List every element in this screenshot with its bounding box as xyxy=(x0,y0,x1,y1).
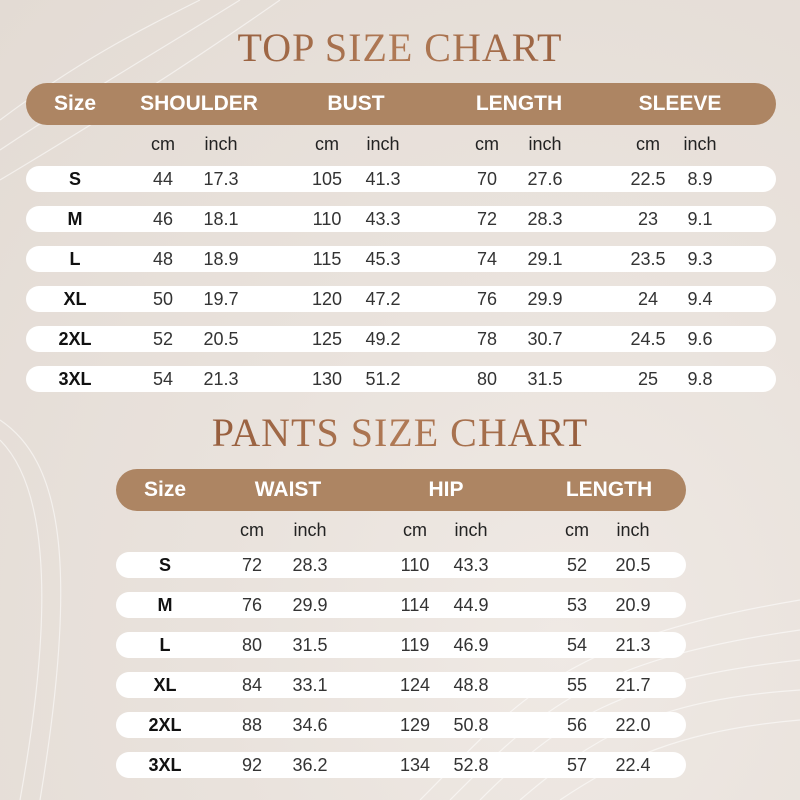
table-cell: 22.4 xyxy=(615,755,651,775)
table-cell: 51.2 xyxy=(365,369,401,389)
table-cell: 9.1 xyxy=(687,209,713,229)
header-sleeve: SLEEVE xyxy=(638,92,722,115)
table-cell: 53 xyxy=(566,595,588,615)
table-cell: 30.7 xyxy=(527,329,563,349)
table-cell: 22.0 xyxy=(615,715,651,735)
table-cell: 48.8 xyxy=(453,675,489,695)
table-cell: 55 xyxy=(566,675,588,695)
table-cell: 31.5 xyxy=(527,369,563,389)
table-cell: 9.8 xyxy=(687,369,713,389)
table-cell: 8.9 xyxy=(687,169,713,189)
table-row xyxy=(116,552,686,578)
table-cell: 114 xyxy=(400,595,430,615)
table-cell: 19.7 xyxy=(203,289,239,309)
table-cell: 43.3 xyxy=(453,555,489,575)
table-cell: 119 xyxy=(400,635,430,655)
size-label: M xyxy=(67,209,83,229)
table-cell: 47.2 xyxy=(365,289,401,309)
header-waist: WAIST xyxy=(254,478,322,501)
table-cell: 21.7 xyxy=(615,675,651,695)
table-cell: 24.5 xyxy=(630,329,666,349)
header-size: Size xyxy=(143,478,187,501)
top-size-chart-title: TOP SIZE CHART xyxy=(0,28,800,68)
table-cell: 105 xyxy=(311,169,343,189)
top-table-header xyxy=(26,83,776,125)
table-cell: 23.5 xyxy=(630,249,666,269)
table-cell: 120 xyxy=(311,289,343,309)
table-cell: 130 xyxy=(311,369,343,389)
size-label: 2XL xyxy=(148,715,182,735)
table-cell: 44 xyxy=(152,169,174,189)
table-row xyxy=(26,246,776,272)
table-row xyxy=(26,166,776,192)
table-cell: 18.9 xyxy=(203,249,239,269)
table-cell: 57 xyxy=(566,755,588,775)
unit-label: cm xyxy=(151,134,175,154)
table-cell: 28.3 xyxy=(527,209,563,229)
header-length: LENGTH xyxy=(565,478,653,501)
table-cell: 134 xyxy=(399,755,431,775)
table-cell: 129 xyxy=(399,715,431,735)
table-cell: 33.1 xyxy=(292,675,328,695)
table-cell: 24 xyxy=(637,289,659,309)
pants-table-header xyxy=(116,469,686,511)
table-cell: 41.3 xyxy=(365,169,401,189)
table-cell: 46 xyxy=(152,209,174,229)
table-cell: 124 xyxy=(399,675,431,695)
table-cell: 43.3 xyxy=(365,209,401,229)
table-cell: 20.9 xyxy=(615,595,651,615)
size-label: 3XL xyxy=(148,755,182,775)
table-cell: 76 xyxy=(241,595,263,615)
table-row xyxy=(116,752,686,778)
size-label: 2XL xyxy=(58,329,92,349)
table-row xyxy=(116,632,686,658)
table-cell: 52 xyxy=(566,555,588,575)
table-cell: 49.2 xyxy=(365,329,401,349)
size-label: L xyxy=(69,249,81,269)
unit-label: inch xyxy=(293,520,327,540)
table-cell: 45.3 xyxy=(365,249,401,269)
table-row xyxy=(116,712,686,738)
size-label: 3XL xyxy=(58,369,92,389)
table-cell: 50.8 xyxy=(453,715,489,735)
table-cell: 17.3 xyxy=(203,169,239,189)
table-cell: 28.3 xyxy=(292,555,328,575)
header-length: LENGTH xyxy=(475,92,563,115)
header-hip: HIP xyxy=(428,478,464,501)
unit-label: cm xyxy=(636,134,660,154)
table-cell: 44.9 xyxy=(453,595,489,615)
table-cell: 34.6 xyxy=(292,715,328,735)
table-cell: 84 xyxy=(241,675,263,695)
table-cell: 80 xyxy=(476,369,498,389)
table-cell: 22.5 xyxy=(630,169,666,189)
table-cell: 92 xyxy=(241,755,263,775)
table-cell: 80 xyxy=(241,635,263,655)
table-row xyxy=(116,592,686,618)
size-label: L xyxy=(159,635,171,655)
header-size: Size xyxy=(53,92,97,115)
table-cell: 46.9 xyxy=(453,635,489,655)
unit-label: inch xyxy=(528,134,562,154)
unit-label: inch xyxy=(683,134,717,154)
table-cell: 9.4 xyxy=(687,289,713,309)
table-cell: 125 xyxy=(311,329,343,349)
table-cell: 9.3 xyxy=(687,249,713,269)
table-cell: 70 xyxy=(476,169,498,189)
table-cell: 23 xyxy=(637,209,659,229)
table-cell: 54 xyxy=(152,369,174,389)
unit-label: cm xyxy=(240,520,264,540)
table-row xyxy=(116,672,686,698)
size-label: M xyxy=(157,595,173,615)
unit-label: inch xyxy=(366,134,400,154)
table-cell: 31.5 xyxy=(292,635,328,655)
table-cell: 72 xyxy=(476,209,498,229)
table-cell: 29.9 xyxy=(292,595,328,615)
table-cell: 20.5 xyxy=(203,329,239,349)
table-cell: 27.6 xyxy=(527,169,563,189)
table-cell: 76 xyxy=(476,289,498,309)
table-cell: 48 xyxy=(152,249,174,269)
table-cell: 115 xyxy=(312,249,342,269)
table-row xyxy=(26,206,776,232)
header-shoulder: SHOULDER xyxy=(140,92,258,115)
header-bust: BUST xyxy=(327,92,385,115)
table-cell: 20.5 xyxy=(615,555,651,575)
table-cell: 74 xyxy=(476,249,498,269)
table-row xyxy=(26,326,776,352)
table-cell: 56 xyxy=(566,715,588,735)
unit-label: inch xyxy=(454,520,488,540)
size-label: S xyxy=(158,555,171,575)
table-cell: 18.1 xyxy=(203,209,239,229)
table-cell: 54 xyxy=(566,635,588,655)
table-cell: 21.3 xyxy=(615,635,651,655)
unit-label: inch xyxy=(204,134,238,154)
unit-label: cm xyxy=(475,134,499,154)
table-cell: 29.1 xyxy=(527,249,563,269)
table-cell: 29.9 xyxy=(527,289,563,309)
unit-label: cm xyxy=(565,520,589,540)
table-cell: 50 xyxy=(152,289,174,309)
table-cell: 110 xyxy=(400,555,430,575)
table-cell: 72 xyxy=(241,555,263,575)
size-label: S xyxy=(68,169,81,189)
table-cell: 36.2 xyxy=(292,755,328,775)
table-cell: 9.6 xyxy=(687,329,713,349)
table-row xyxy=(26,366,776,392)
size-label: XL xyxy=(153,675,177,695)
table-cell: 110 xyxy=(312,209,342,229)
pants-size-chart-title: PANTS SIZE CHART xyxy=(0,413,800,453)
table-cell: 21.3 xyxy=(203,369,239,389)
table-cell: 88 xyxy=(241,715,263,735)
unit-label: cm xyxy=(315,134,339,154)
table-row xyxy=(26,286,776,312)
table-cell: 52 xyxy=(152,329,174,349)
unit-label: inch xyxy=(616,520,650,540)
table-cell: 25 xyxy=(637,369,659,389)
table-cell: 52.8 xyxy=(453,755,489,775)
size-label: XL xyxy=(63,289,87,309)
table-cell: 78 xyxy=(476,329,498,349)
unit-label: cm xyxy=(403,520,427,540)
